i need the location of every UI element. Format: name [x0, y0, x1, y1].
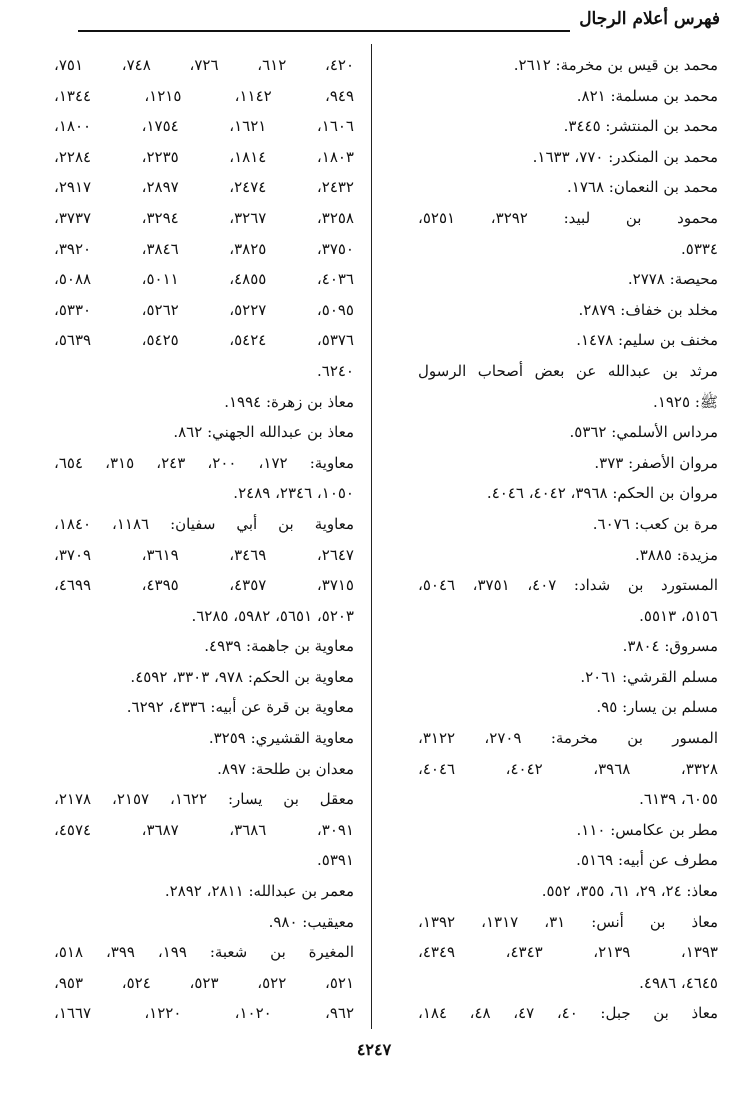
index-line: مخنف بن سليم: ١٤٧٨. [576, 331, 718, 350]
index-line: معاذ: ٢٤، ٢٩، ٦١، ٣٥٥، ٥٥٢. [541, 882, 718, 901]
index-line: معاوية بن قرة عن أبيه: ٤٣٣٦، ٦٢٩٢. [126, 698, 354, 717]
index-line: ٥٣٩١. [316, 851, 354, 870]
index-line: ٥١٥٦، ٥٥١٣. [639, 606, 718, 625]
page-number: ٤٢٤٧ [356, 1040, 392, 1059]
index-line: مسلم بن يسار: ٩٥. [596, 698, 718, 717]
index-line: معاذ بن جبل: ٤٠، ٤٧، ٤٨، ١٨٤، [418, 1004, 718, 1023]
index-line: مطر بن عكامس: ١١٠. [576, 820, 718, 839]
index-line: المغيرة بن شعبة: ١٩٩، ٣٩٩، ٥١٨، [54, 943, 354, 962]
index-line: ٥٠٩٥، ٥٢٢٧، ٥٢٦٢، ٥٣٣٠، [54, 300, 354, 319]
index-line: ٤٠٣٦، ٤٨٥٥، ٥٠١١، ٥٠٨٨، [54, 270, 354, 289]
index-line: معاوية بن الحكم: ٩٧٨، ٣٣٠٣، ٤٥٩٢. [130, 667, 354, 686]
column-divider [371, 44, 372, 1029]
index-line: مخلد بن خفاف: ٢٨٧٩. [578, 300, 718, 319]
index-line: محمود بن لبيد: ٣٢٩٢، ٥٢٥١، [418, 208, 718, 227]
index-line: معدان بن طلحة: ٨٩٧. [217, 759, 354, 778]
index-line: ٥٣٣٤. [680, 239, 718, 258]
index-line: ٢٤٣٢، ٢٤٧٤، ٢٨٩٧، ٢٩١٧، [54, 178, 354, 197]
index-line: مرة بن كعب: ٦٠٧٦. [592, 514, 718, 533]
index-line: ١٠٥٠، ٢٣٤٦، ٢٤٨٩. [233, 484, 354, 503]
index-line: ٣٠٩١، ٣٦٨٦، ٣٦٨٧، ٤٥٧٤، [54, 820, 354, 839]
index-line: ٤٢٠، ٦١٢، ٧٢٦، ٧٤٨، ٧٥١، [54, 56, 354, 74]
index-line: ٩٦٢، ١٠٢٠، ١٢٢٠، ١٦٦٧، [54, 1004, 354, 1023]
index-line: معاذ بن زهرة: ١٩٩٤. [224, 392, 354, 411]
index-line: مرداس الأسلمي: ٥٣٦٢. [569, 423, 718, 442]
index-line: معاوية: ١٧٢، ٢٠٠، ٢٤٣، ٣١٥، ٦٥٤، [54, 453, 354, 472]
index-line: ٣٧١٥، ٤٣٥٧، ٤٣٩٥، ٤٦٩٩، [54, 576, 354, 595]
index-line: معاذ بن أنس: ٣١، ١٣١٧، ١٣٩٢، [418, 912, 718, 931]
index-line: ٤٦٤٥، ٤٩٨٦. [639, 973, 718, 992]
index-line: ٩٤٩، ١١٤٢، ١٢١٥، ١٣٤٤، [54, 86, 354, 105]
index-line: ٥٢١، ٥٢٢، ٥٢٣، ٥٢٤، ٩٥٣، [54, 973, 354, 992]
index-line: ٥٣٧٦، ٥٤٢٤، ٥٤٢٥، ٥٦٣٩، [54, 331, 354, 350]
index-line: مطرف عن أبيه: ٥١٦٩. [576, 851, 718, 870]
index-line: ٣٢٥٨، ٣٢٦٧، ٣٢٩٤، ٣٧٣٧، [54, 208, 354, 227]
index-line: ١٦٠٦، ١٦٢١، ١٧٥٤، ١٨٠٠، [54, 117, 354, 136]
index-line: مرثد بن عبدالله عن بعض أصحاب الرسول [418, 361, 718, 380]
index-column-left [54, 50, 354, 1029]
index-line: مسلم القرشي: ٢٠٦١. [580, 667, 718, 686]
index-line: محمد بن قيس بن مخرمة: ٢٦١٢. [513, 56, 718, 74]
index-line: مروان الأصفر: ٣٧٣. [594, 453, 718, 472]
index-line: ٥٢٠٣، ٥٦٥١، ٥٩٨٢، ٦٢٨٥. [191, 606, 354, 625]
index-line: ٢٦٤٧، ٣٤٦٩، ٣٦١٩، ٣٧٠٩، [54, 545, 354, 564]
index-line: ١٣٩٣، ٢١٣٩، ٤٣٤٣، ٤٣٤٩، [418, 943, 718, 962]
index-line: معقل بن يسار: ١٦٢٢، ٢١٥٧، ٢١٧٨، [54, 790, 354, 809]
index-line: ٣٧٥٠، ٣٨٢٥، ٣٨٤٦، ٣٩٢٠، [54, 239, 354, 258]
index-line: المستورد بن شداد: ٤٠٧، ٣٧٥١، ٥٠٤٦، [418, 576, 718, 595]
index-line: مزيدة: ٣٨٨٥. [634, 545, 718, 564]
index-line: معمر بن عبدالله: ٢٨١١، ٢٨٩٢. [164, 882, 354, 901]
index-line: محيصة: ٢٧٧٨. [627, 270, 718, 289]
index-line: معاوية القشيري: ٣٢٥٩. [208, 729, 354, 748]
index-line: مروان بن الحكم: ٣٩٦٨، ٤٠٤٢، ٤٠٤٦. [486, 484, 718, 503]
index-line: محمد بن المنتشر: ٣٤٤٥. [563, 117, 718, 136]
index-line: معيقيب: ٩٨٠. [268, 912, 354, 931]
header-title: فهرس أعلام الرجال [575, 8, 720, 30]
index-line: مسروق: ٣٨٠٤. [622, 637, 718, 656]
index-line: ٣٣٢٨، ٣٩٦٨، ٤٠٤٢، ٤٠٤٦، [418, 759, 718, 778]
index-line: المسور بن مخرمة: ٢٧٠٩، ٣١٢٢، [418, 729, 718, 748]
index-line: محمد بن النعمان: ١٧٦٨. [567, 178, 718, 197]
index-line: محمد بن مسلمة: ٨٢١. [576, 86, 718, 105]
index-line: ﷺ: ١٩٢٥. [653, 392, 718, 411]
index-line: ٦٠٥٥، ٦١٣٩. [639, 790, 718, 809]
index-line: محمد بن المنكدر: ٧٧٠، ١٦٣٣. [532, 147, 718, 166]
index-line: ٦٢٤٠. [316, 361, 354, 380]
index-line: معاذ بن عبدالله الجهني: ٨٦٢. [173, 423, 354, 442]
index-column-right [418, 50, 718, 1029]
index-line: معاوية بن جاهمة: ٤٩٣٩. [204, 637, 354, 656]
index-line: ١٨٠٣، ١٨١٤، ٢٢٣٥، ٢٢٨٤، [54, 147, 354, 166]
header-rule [78, 30, 570, 32]
index-line: معاوية بن أبي سفيان: ١١٨٦، ١٨٤٠، [54, 514, 354, 533]
running-header [78, 8, 720, 32]
